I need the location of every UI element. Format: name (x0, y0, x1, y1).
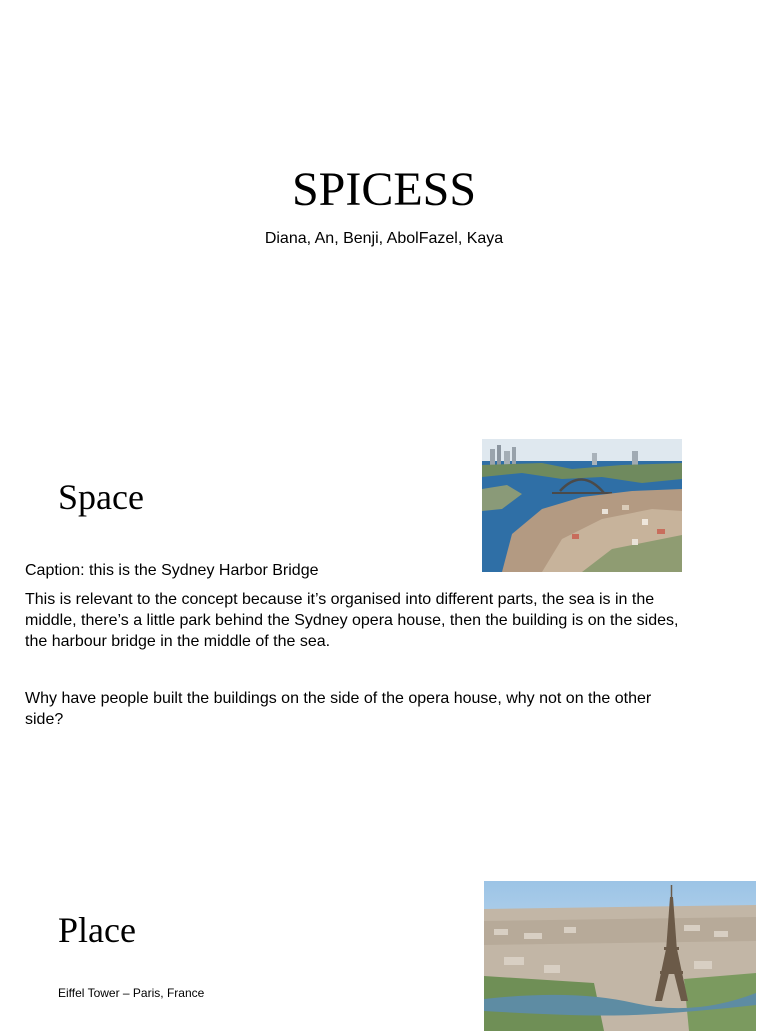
title-slide (0, 0, 768, 430)
space-question-paragraph: Why have people built the buildings on the side of the opera house, why not on the other side? (25, 690, 652, 728)
place-slide (0, 870, 768, 1024)
eiffel-tower-photo (484, 881, 756, 1031)
place-heading: Place (58, 910, 136, 950)
space-heading: Space (58, 477, 144, 517)
sydney-harbour-photo (482, 439, 682, 572)
sydney-photo-caption: Caption: this is the Sydney Harbor Bridge (25, 562, 319, 579)
eiffel-photo-caption: Eiffel Tower – Paris, France (58, 986, 205, 1000)
space-explanation-paragraph: This is relevant to the concept because it’s organised into different parts, the sea is in the middle, there’s a little park behind the Sydney opera house, then the building is on the sides, the harbour bridge in the middle of the sea. (25, 591, 679, 650)
space-slide (0, 430, 768, 870)
slide-title: SPICESS (291, 163, 477, 216)
slide-subtitle-authors: Diana, An, Benji, AbolFazel, Kaya (264, 230, 504, 247)
